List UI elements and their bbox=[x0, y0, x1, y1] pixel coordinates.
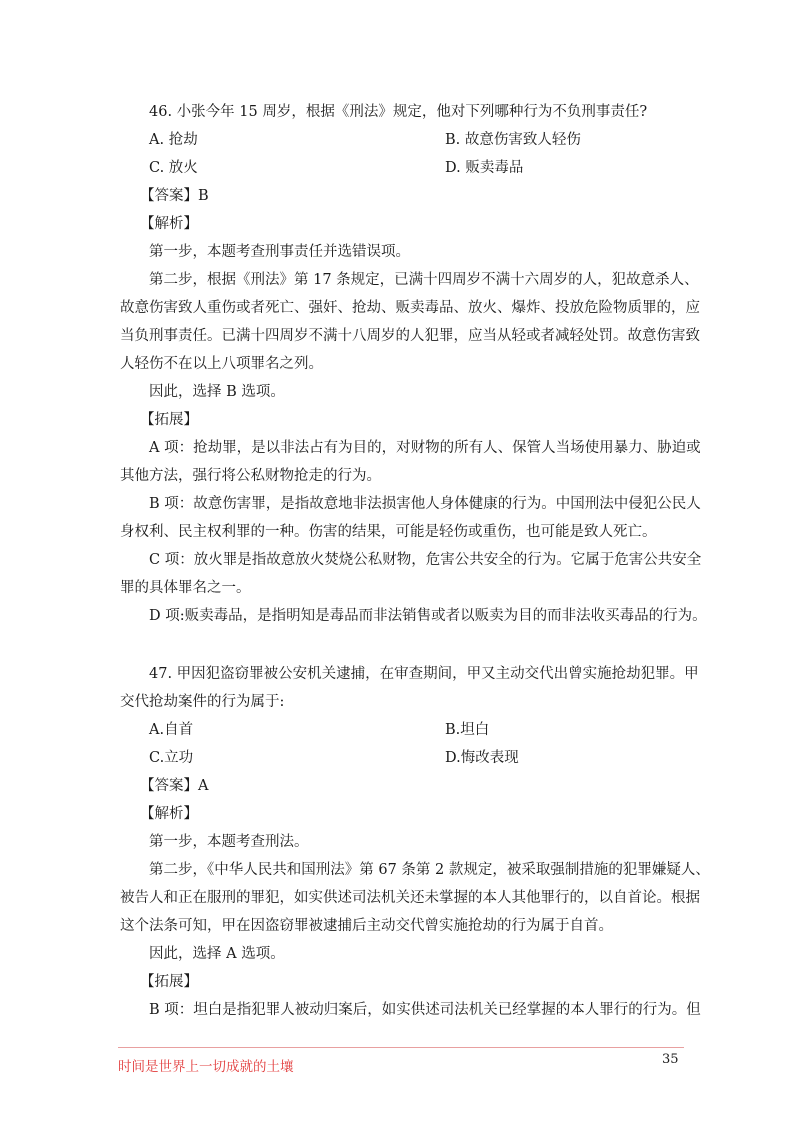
q46-item-a-line-1: A 项：抢劫罪，是以非法占有为目的，对财物的所有人、保管人当场使用暴力、胁迫或 bbox=[149, 440, 701, 456]
q47-option-a: A.自首 bbox=[149, 722, 194, 738]
question-46-options-row-1 bbox=[120, 126, 682, 154]
q47-option-c: C.立功 bbox=[149, 750, 194, 766]
q46-option-b: B. 故意伤害致人轻伤 bbox=[445, 132, 581, 148]
q46-item-c-line-1: C 项：放火罪是指故意放火焚烧公私财物，危害公共安全的行为。它属于危害公共安全 bbox=[149, 552, 702, 568]
question-46-options-row-2 bbox=[120, 154, 682, 182]
q46-extend-label: 【拓展】 bbox=[140, 412, 198, 428]
footer-divider bbox=[118, 1047, 684, 1048]
q46-answer: 【答案】B bbox=[140, 188, 209, 204]
q47-conclusion: 因此，选择 A 选项。 bbox=[149, 946, 285, 962]
q47-option-d: D.悔改表现 bbox=[445, 750, 519, 766]
q46-option-c: C. 放火 bbox=[149, 160, 198, 176]
q47-analysis-label: 【解析】 bbox=[140, 806, 198, 822]
q47-extend-label: 【拓展】 bbox=[140, 974, 198, 990]
q46-item-d-line-1: D 项:贩卖毒品，是指明知是毒品而非法销售或者以贩卖为目的而非法收买毒品的行为。 bbox=[149, 608, 707, 624]
q47-step-2-line-2: 被告人和正在服刑的罪犯，如实供述司法机关还未掌握的本人其他罪行的，以自首论。根据 bbox=[120, 890, 700, 906]
q46-option-d: D. 贩卖毒品 bbox=[445, 160, 524, 176]
q46-item-b-line-1: B 项：故意伤害罪，是指故意地非法损害他人身体健康的行为。中国刑法中侵犯公民人 bbox=[149, 496, 701, 512]
page-number: 35 bbox=[662, 1052, 679, 1067]
question-47-stem-line-2: 交代抢劫案件的行为属于: bbox=[120, 694, 285, 710]
q47-answer: 【答案】A bbox=[140, 778, 209, 794]
q46-step-1: 第一步，本题考查刑事责任并选错误项。 bbox=[149, 244, 410, 260]
q46-step-2-line-3: 当负刑事责任。已满十四周岁不满十八周岁的人犯罪，应当从轻或者减轻处罚。故意伤害致 bbox=[120, 328, 700, 344]
q46-item-c-line-2: 罪的具体罪名之一。 bbox=[120, 580, 251, 596]
q47-option-b: B.坦白 bbox=[445, 722, 490, 738]
q47-step-1: 第一步，本题考查刑法。 bbox=[149, 834, 309, 850]
q47-step-2-line-1: 第二步，《中华人民共和国刑法》第 67 条第 2 款规定，被采取强制措施的犯罪嫌疑人、 bbox=[149, 862, 710, 878]
q46-option-a: A. 抢劫 bbox=[149, 132, 198, 148]
question-46-stem: 46. 小张今年 15 周岁，根据《刑法》规定，他对下列哪种行为不负刑事责任? bbox=[149, 104, 648, 120]
q46-item-a-line-2: 其他方法，强行将公私财物抢走的行为。 bbox=[120, 468, 381, 484]
q46-conclusion: 因此，选择 B 选项。 bbox=[149, 384, 285, 400]
page-content bbox=[120, 98, 710, 1024]
q46-step-2-line-4: 人轻伤不在以上八项罪名之列。 bbox=[120, 356, 323, 372]
question-47-options-row-1 bbox=[120, 716, 682, 744]
q46-step-2-line-1: 第二步，根据《刑法》第 17 条规定，已满十四周岁不满十六周岁的人，犯故意杀人、 bbox=[149, 272, 699, 288]
q46-item-b-line-2: 身权利、民主权利罪的一种。伤害的结果，可能是轻伤或重伤，也可能是致人死亡。 bbox=[120, 524, 657, 540]
q47-step-2-line-3: 这个法条可知，甲在因盗窃罪被逮捕后主动交代曾实施抢劫的行为属于自首。 bbox=[120, 918, 613, 934]
footer-slogan: 时间是世界上一切成就的土壤 bbox=[118, 1059, 294, 1075]
question-47-options-row-2 bbox=[120, 744, 682, 772]
q46-step-2-line-2: 故意伤害致人重伤或者死亡、强奸、抢劫、贩卖毒品、放火、爆炸、投放危险物质罪的，应 bbox=[120, 300, 700, 316]
question-spacer bbox=[120, 630, 682, 660]
q46-analysis-label: 【解析】 bbox=[140, 216, 198, 232]
q47-item-b-line-1: B 项：坦白是指犯罪人被动归案后，如实供述司法机关已经掌握的本人罪行的行为。但 bbox=[149, 1002, 701, 1018]
question-47-stem-line-1: 47. 甲因犯盗窃罪被公安机关逮捕，在审查期间，甲又主动交代出曾实施抢劫犯罪。甲 bbox=[149, 666, 699, 682]
